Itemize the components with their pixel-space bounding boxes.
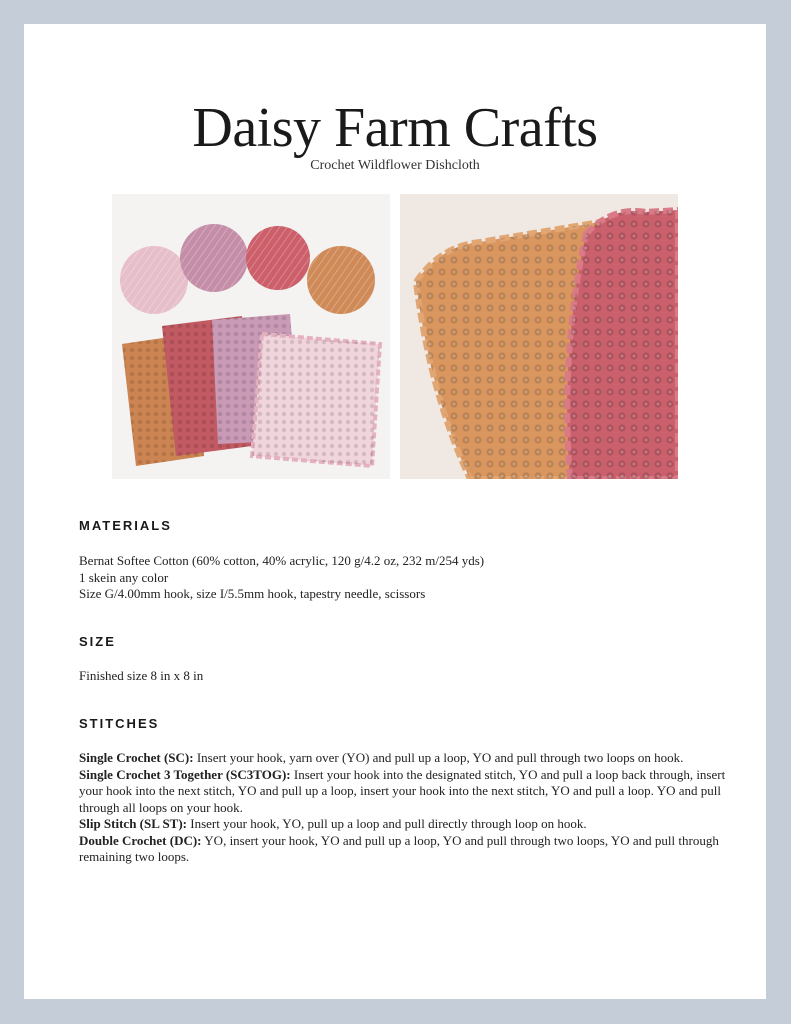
dishcloth-rose-closeup [567, 210, 678, 479]
stitches-heading: STITCHES [79, 716, 160, 731]
pattern-page [24, 24, 766, 999]
materials-line-yarn: Bernat Softee Cotton (60% cotton, 40% acrylic, 120 g/4.2 oz, 232 m/254 yds) [79, 553, 485, 568]
size-heading: SIZE [79, 634, 116, 649]
materials-list [79, 553, 729, 603]
stitch-term: Single Crochet (SC): [79, 750, 194, 765]
stitch-term: Slip Stitch (SL ST): [79, 816, 188, 831]
stitches-list [79, 750, 729, 866]
yarn-ball-2 [180, 224, 248, 292]
stitch-entry [79, 833, 729, 866]
stitch-entry [79, 750, 729, 767]
dishcloth-pale-pink [252, 334, 380, 466]
yarn-ball-3 [246, 226, 310, 290]
dishcloth-closeup-photo [400, 194, 678, 479]
stitch-description: Insert your hook, yarn over (YO) and pull up a loop, YO and pull through two loops on hook. [193, 750, 684, 765]
yarn-and-dishcloths-photo [112, 194, 390, 479]
stitch-entry [79, 767, 729, 817]
stitch-term: Single Crochet 3 Together (SC3TOG): [79, 766, 291, 782]
pattern-subtitle: Crochet Wildflower Dishcloth [310, 158, 480, 173]
yarn-ball-4 [307, 246, 375, 314]
stitch-term: Double Crochet (DC): [79, 832, 202, 848]
stitch-entry [79, 816, 729, 833]
materials-line-quantity: 1 skein any color [79, 569, 169, 585]
brand-title: Daisy Farm Crafts [192, 97, 598, 159]
stitch-description: YO, insert your hook, YO and pull up a loop, YO and pull through two loops, YO and pull through remaining two loops. [79, 832, 719, 864]
size-text: Finished size 8 in x 8 in [79, 668, 204, 683]
stitch-description: Insert your hook, YO, pull up a loop and pull directly through loop on hook. [187, 816, 587, 831]
yarn-ball-1 [120, 246, 188, 314]
stitch-description: Insert your hook into the designated stitch, YO and pull a loop back through, insert your hook into the next stitch, YO and pull up a loop, insert your hook into the next stitch, YO and pull a loop. YO and pull through all loops on your hook. [79, 766, 726, 815]
materials-line-tools: Size G/4.00mm hook, size I/5.5mm hook, tapestry needle, scissors [79, 586, 426, 601]
materials-heading: MATERIALS [79, 518, 172, 533]
